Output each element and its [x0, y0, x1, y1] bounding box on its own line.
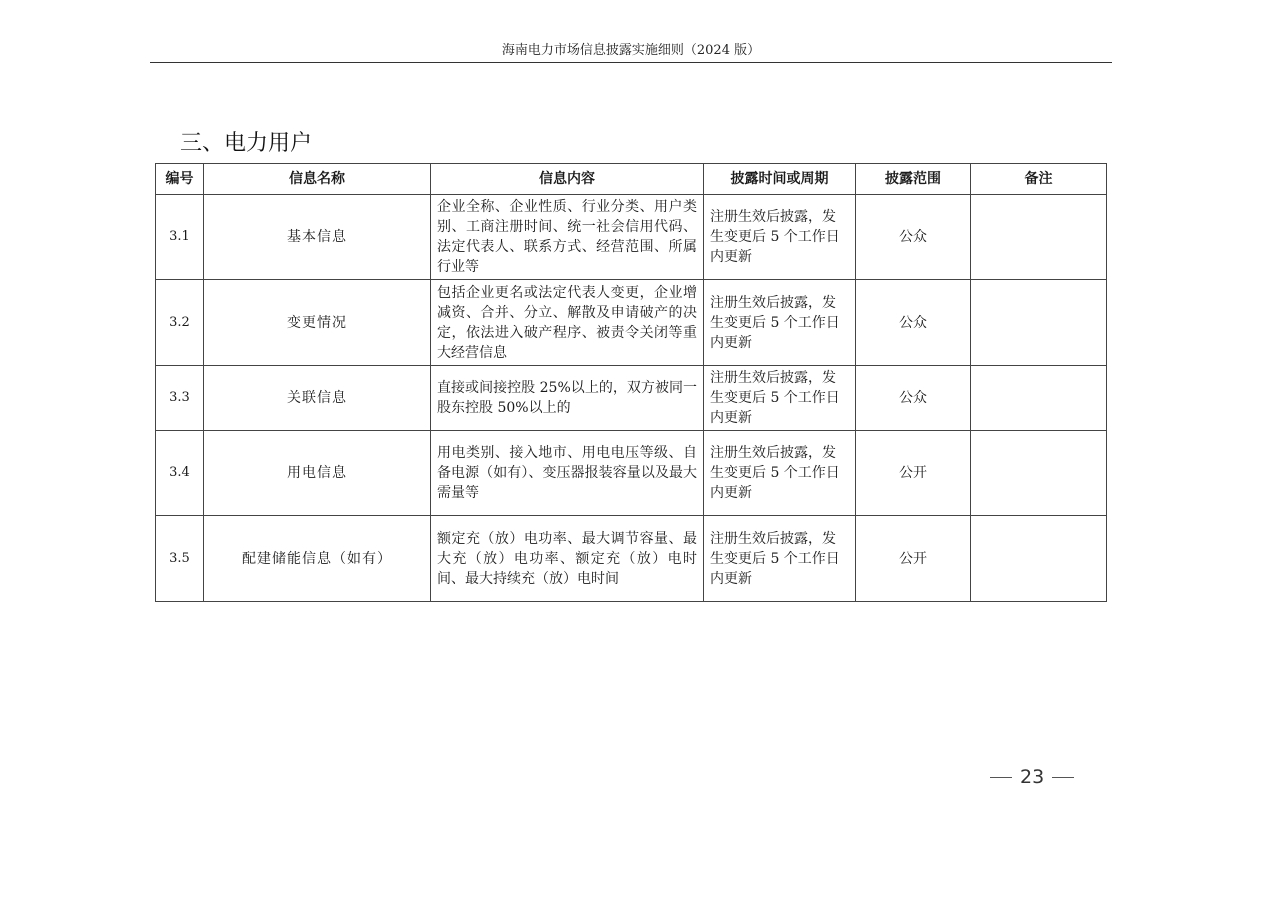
- row-disclosure-scope: 公众: [856, 280, 971, 366]
- row-disclosure-time: 注册生效后披露，发生变更后 5 个工作日内更新: [704, 516, 856, 602]
- row-info-name: 变更情况: [204, 280, 431, 366]
- table-row: [156, 366, 1107, 431]
- row-number: 3.3: [156, 366, 204, 431]
- section-title: 三、电力用户: [180, 131, 313, 156]
- row-remark: [971, 516, 1107, 602]
- row-info-content: 企业全称、企业性质、行业分类、用户类别、工商注册时间、统一社会信用代码、法定代表人、联系方式、经营范围、所属行业等: [431, 195, 704, 280]
- column-header-remark: 备注: [971, 164, 1107, 195]
- row-disclosure-scope: 公众: [856, 195, 971, 280]
- page-header: [150, 40, 1112, 63]
- header-title: 海南电力市场信息披露实施细则（2024 版）: [501, 43, 761, 58]
- row-info-content: 直接或间接控股 25%以上的，双方被同一股东控股 50%以上的: [431, 366, 704, 431]
- row-remark: [971, 366, 1107, 431]
- row-info-name: 基本信息: [204, 195, 431, 280]
- page-number-value: 23: [1020, 766, 1045, 788]
- table-row: [156, 195, 1107, 280]
- row-number: 3.5: [156, 516, 204, 602]
- row-disclosure-time: 注册生效后披露，发生变更后 5 个工作日内更新: [704, 366, 856, 431]
- row-info-content: 用电类别、接入地市、用电电压等级、自备电源（如有）、变压器报装容量以及最大需量等: [431, 431, 704, 516]
- row-info-name: 配建储能信息（如有）: [204, 516, 431, 602]
- row-disclosure-scope: 公众: [856, 366, 971, 431]
- row-number: 3.2: [156, 280, 204, 366]
- column-header-scope: 披露范围: [856, 164, 971, 195]
- row-info-content: 包括企业更名或法定代表人变更，企业增减资、合并、分立、解散及申请破产的决定，依法进入破产程序、被责令关闭等重大经营信息: [431, 280, 704, 366]
- table-row: [156, 516, 1107, 602]
- column-header-name: 信息名称: [204, 164, 431, 195]
- row-info-name: 用电信息: [204, 431, 431, 516]
- row-disclosure-scope: 公开: [856, 431, 971, 516]
- row-remark: [971, 431, 1107, 516]
- page-number: [990, 766, 1074, 788]
- row-info-name: 关联信息: [204, 366, 431, 431]
- page-number-dash-right: [1052, 777, 1074, 778]
- table-row: [156, 431, 1107, 516]
- column-header-time: 披露时间或周期: [704, 164, 856, 195]
- row-disclosure-time: 注册生效后披露，发生变更后 5 个工作日内更新: [704, 195, 856, 280]
- info-disclosure-table: [155, 163, 1107, 602]
- column-header-content: 信息内容: [431, 164, 704, 195]
- row-disclosure-time: 注册生效后披露，发生变更后 5 个工作日内更新: [704, 431, 856, 516]
- column-header-number: 编号: [156, 164, 204, 195]
- row-disclosure-time: 注册生效后披露，发生变更后 5 个工作日内更新: [704, 280, 856, 366]
- row-number: 3.1: [156, 195, 204, 280]
- page-number-dash-left: [990, 777, 1012, 778]
- row-remark: [971, 195, 1107, 280]
- row-number: 3.4: [156, 431, 204, 516]
- row-remark: [971, 280, 1107, 366]
- row-disclosure-scope: 公开: [856, 516, 971, 602]
- table-row: [156, 280, 1107, 366]
- row-info-content: 额定充（放）电功率、最大调节容量、最大充（放）电功率、额定充（放）电时间、最大持续充（放）电时间: [431, 516, 704, 602]
- table-header-row: [156, 164, 1107, 195]
